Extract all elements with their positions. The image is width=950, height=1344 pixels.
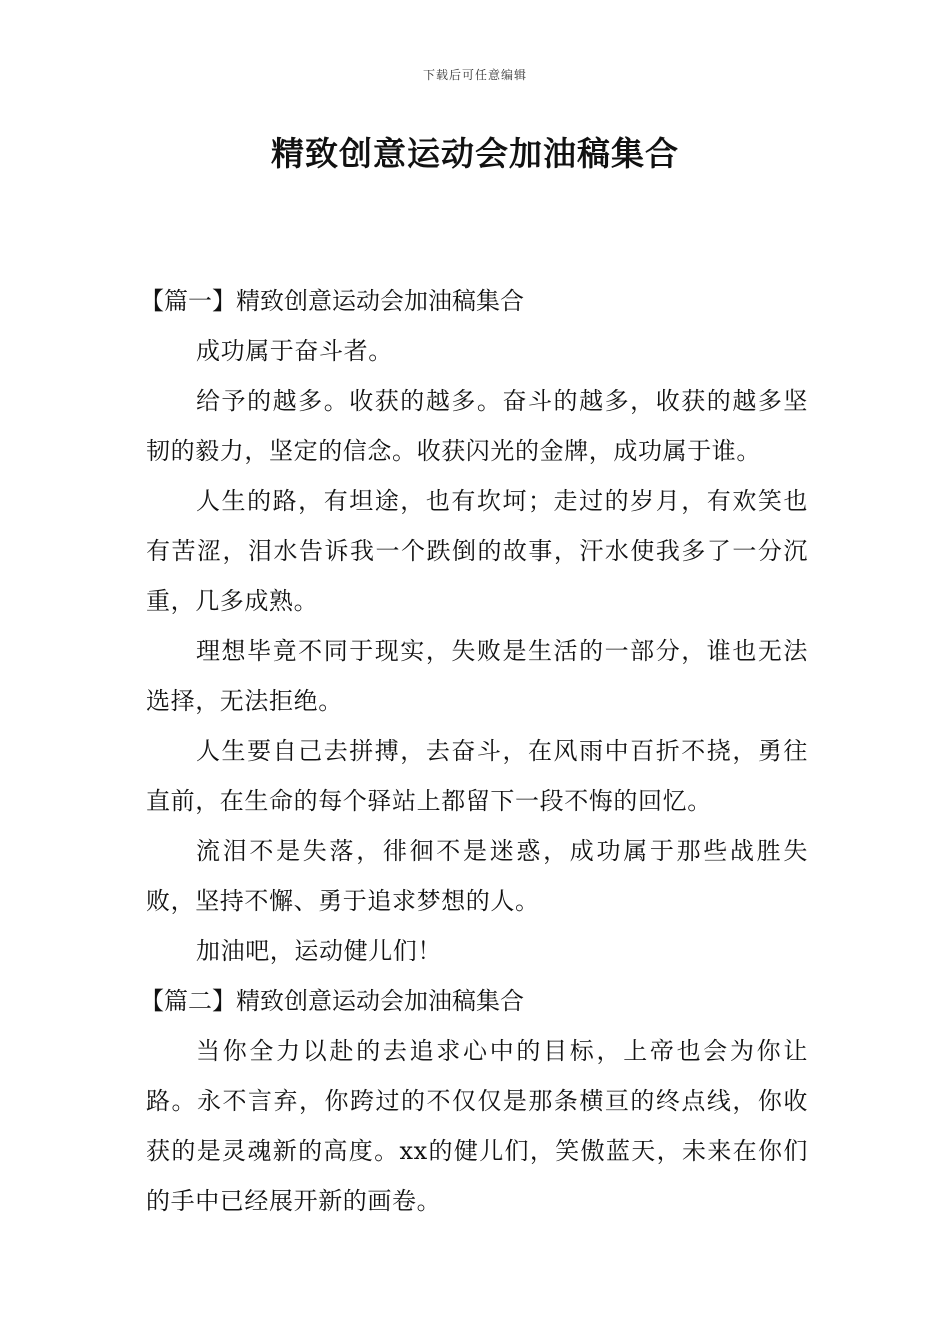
paragraph: 给予的越多。收获的越多。奋斗的越多，收获的越多坚韧的毅力，坚定的信念。收获闪光的金牌，成功属于谁。	[146, 387, 808, 465]
paragraph: 理想毕竟不同于现实，失败是生活的一部分，谁也无法选择，无法拒绝。	[146, 637, 808, 715]
paragraph: 加油吧，运动健儿们！	[196, 937, 442, 965]
header-note: 下载后可任意编辑	[422, 68, 527, 82]
section-heading-1: 【篇一】精致创意运动会加油稿集合	[140, 287, 524, 315]
paragraph: 成功属于奋斗者。	[196, 337, 393, 365]
document-title: 精致创意运动会加油稿集合	[271, 134, 679, 173]
paragraph: 人生要自己去拼搏，去奋斗，在风雨中百折不挠，勇往直前，在生命的每个驿站上都留下一段不悔的回忆。	[146, 737, 808, 815]
paragraph: 流泪不是失落，徘徊不是迷惑，成功属于那些战胜失败，坚持不懈、勇于追求梦想的人。	[146, 837, 808, 915]
document-body	[140, 276, 808, 1226]
paragraph: 当你全力以赴的去追求心中的目标，上帝也会为你让路。永不言弃，你跨过的不仅仅是那条横亘的终点线，你收获的是灵魂新的高度。xx的健儿们，笑傲蓝天，未来在你们的手中已经展开新的画卷。	[146, 1037, 808, 1215]
paragraph: 人生的路，有坦途，也有坎坷；走过的岁月，有欢笑也有苦涩，泪水告诉我一个跌倒的故事，汗水使我多了一分沉重，几多成熟。	[146, 487, 808, 615]
section-heading-2: 【篇二】精致创意运动会加油稿集合	[140, 987, 524, 1015]
